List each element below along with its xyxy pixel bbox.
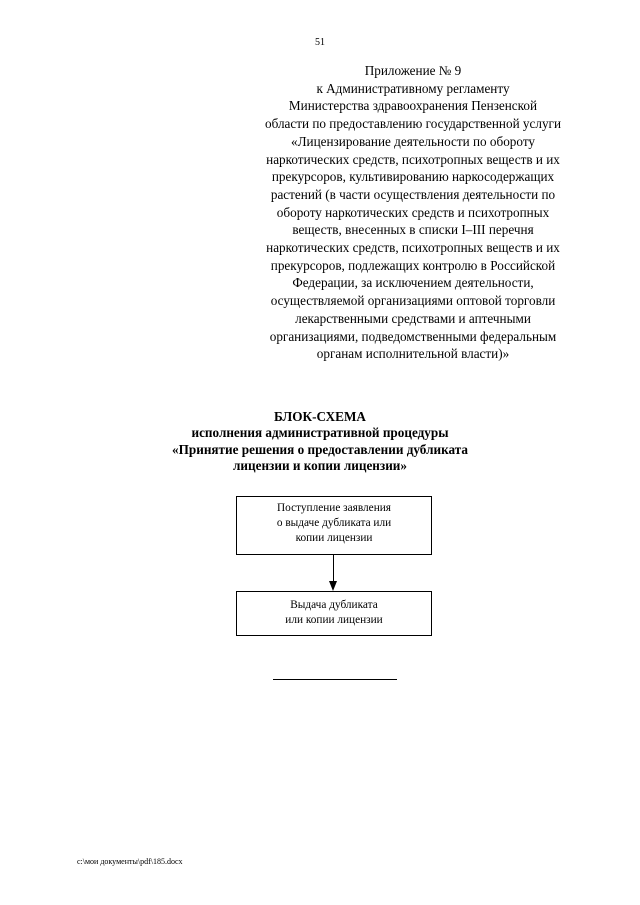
step-text: Выдача дубликата [290, 599, 378, 611]
title-line: лицензии и копии лицензии» [233, 458, 407, 474]
appendix-line: органам исполнительной власти)» [316, 346, 510, 362]
flow-arrow-line [333, 555, 334, 582]
step-text: копии лицензии [295, 532, 373, 544]
appendix-line: наркотических средств, психотропных веществ и их [266, 151, 560, 167]
flowchart-step-application [236, 496, 432, 555]
appendix-line: «Лицензирование деятельности по обороту [290, 133, 536, 149]
appendix-line: прекурсоров, культивированию наркосодержащих [271, 169, 555, 185]
appendix-line: веществ, внесенных в списки I–III перечня [292, 222, 534, 238]
title-line: исполнения административной процедуры [191, 425, 449, 441]
appendix-line: прекурсоров, подлежащих контролю в Российской [270, 257, 556, 273]
step-text: Поступление заявления [277, 502, 391, 514]
appendix-line: осуществляемой организациями оптовой торговли [270, 293, 556, 309]
appendix-line: Приложение № 9 [364, 63, 462, 78]
appendix-line: области по предоставлению государственной услуги [264, 116, 562, 132]
appendix-heading [230, 62, 596, 363]
document-title [0, 409, 640, 475]
appendix-line: Министерства здравоохранения Пензенской [288, 98, 538, 114]
step-text: или копии лицензии [285, 614, 383, 626]
appendix-line: организациями, подведомственными федеральным [269, 328, 557, 344]
appendix-line: растений (в части осуществления деятельности по [270, 186, 556, 202]
file-path-footer: c:\мои документы\pdf\185.docx [77, 857, 183, 866]
title-line: «Принятие решения о предоставлении дубликата [172, 441, 468, 457]
appendix-line: Федерации, за исключением деятельности, [292, 275, 534, 291]
step-text: о выдаче дубликата или [276, 517, 392, 529]
appendix-line: лекарственными средствами и аптечными [295, 310, 531, 326]
title-line: БЛОК-СХЕМА [274, 409, 366, 424]
appendix-line: к Административному регламенту [316, 80, 510, 96]
appendix-line: обороту наркотических средств и психотропных [276, 204, 550, 220]
appendix-line: наркотических средств, психотропных веществ и их [266, 240, 560, 256]
flow-arrow-head-icon [329, 581, 337, 591]
flowchart-step-issuance [236, 591, 432, 636]
separator-line [273, 679, 397, 680]
page-number: 51 [315, 37, 325, 48]
